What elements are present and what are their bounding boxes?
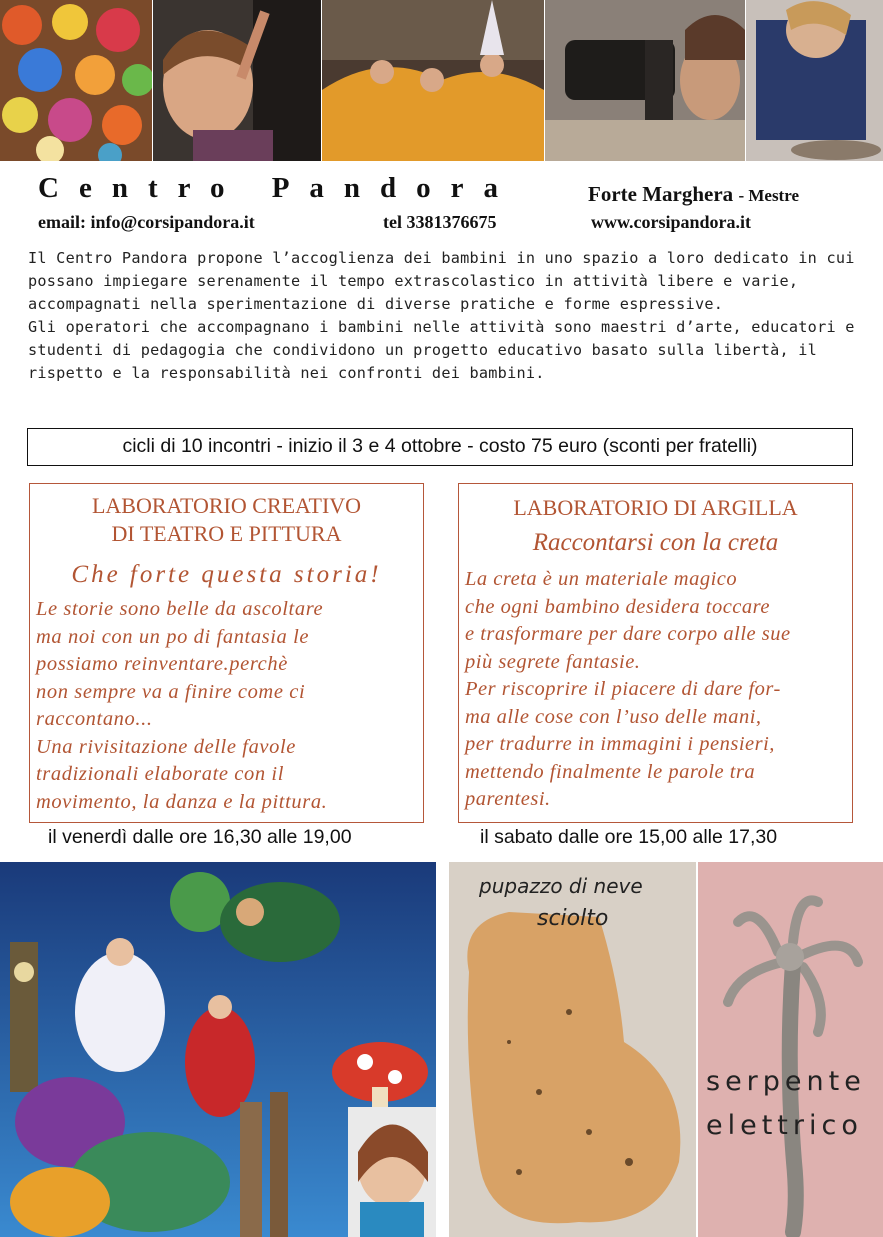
fairy-tale-collage-image [0,862,436,1237]
photo-pottery-wheel [746,0,883,161]
description-line: per tradurre in immagini i pensieri, [465,733,775,755]
workshop-theatre-description [36,596,423,816]
photo-sewing-machine [545,0,745,161]
description-line: La creta è un materiale magico [465,568,738,590]
workshop-clay-title: LABORATORIO DI ARGILLA [513,495,798,520]
description-line: non sempre va a finire come ci [36,680,306,703]
description-line: parentesi. [465,788,551,810]
description-line: tradizionali elaborate con il [36,763,285,785]
description-line: e trasformare per dare corpo alle sue [465,623,791,645]
location [588,182,799,207]
description-line: Una rivisitazione delle favole [36,735,296,758]
workshop-clay-description [465,566,852,814]
email-link[interactable]: email: info@corsipandora.it [38,212,255,232]
website-link[interactable]: www.corsipandora.it [591,212,752,232]
intro-paragraph-2: Gli operatori che accompagnano i bambini nelle attività sono maestri d’arte, educatori e studenti di pedagogia che condividono un progetto educativo basato sulla libertà, il rispetto e la responsabilità nei confronti dei bambini. [28,318,855,382]
workshop-clay-box [458,483,853,823]
description-line: movimento, la danza e la pittura. [36,790,328,813]
course-info-banner: cicli di 10 incontri - inizio il 3 e 4 ottobre - costo 75 euro (sconti per fratelli) [27,428,853,466]
workshop-theatre-title-2: DI TEATRO E PITTURA [111,521,342,546]
photo-masks [0,0,152,161]
description-line: raccontano... [36,708,153,730]
workshop-theatre-box [29,483,424,823]
description-line: che ogni bambino desidera toccare [465,595,770,618]
phone-number[interactable]: tel 3381376675 [383,212,497,232]
snowman-caption-line-2: sciolto [537,906,609,931]
location-city: - Mestre [738,186,799,205]
center-title: Centro Pandora [38,172,519,204]
description-line: Per riscoprire il piacere di dare for- [465,678,781,700]
snowman-caption-line-1: pupazzo di neve [479,874,643,898]
location-name: Forte Marghera [588,182,734,206]
serpent-caption-line-2: elettrico [706,1110,863,1141]
description-line: ma noi con un po di fantasia le [36,625,310,648]
description-line: Le storie sono belle da ascoltare [36,598,324,620]
workshop-theatre-title-1: LABORATORIO CREATIVO [91,493,362,518]
workshop-clay-subtitle: Raccontarsi con la creta [532,529,779,556]
serpent-caption-line-1: serpente [706,1066,866,1097]
description-line: possiamo reinventare.perchè [36,653,288,675]
intro-text [28,247,856,385]
description-line: più segrete fantasie. [465,650,641,673]
clay-serpent-image [698,862,883,1237]
workshop-clay-schedule: il sabato dalle ore 15,00 alle 17,30 [480,826,778,848]
description-line: ma alle cose con l’uso delle mani, [465,705,762,728]
description-line: mettendo finalmente le parole tra [465,760,756,783]
intro-paragraph-1: Il Centro Pandora propone l’accoglienza dei bambini in uno spazio a loro dedicato in cui possano impiegare serenamente il tempo extrascolastico in attività libere e varie, accompagnati nella sperimentazione di diverse pratiche e forme espressive. [28,249,855,313]
clay-snowman-image [449,862,696,1237]
workshop-theatre-schedule: il venerdì dalle ore 16,30 alle 19,00 [48,826,352,848]
photo-theatre-play [322,0,544,161]
workshop-theatre-subtitle: Che forte questa storia! [71,561,382,588]
photo-child-painting [153,0,321,161]
